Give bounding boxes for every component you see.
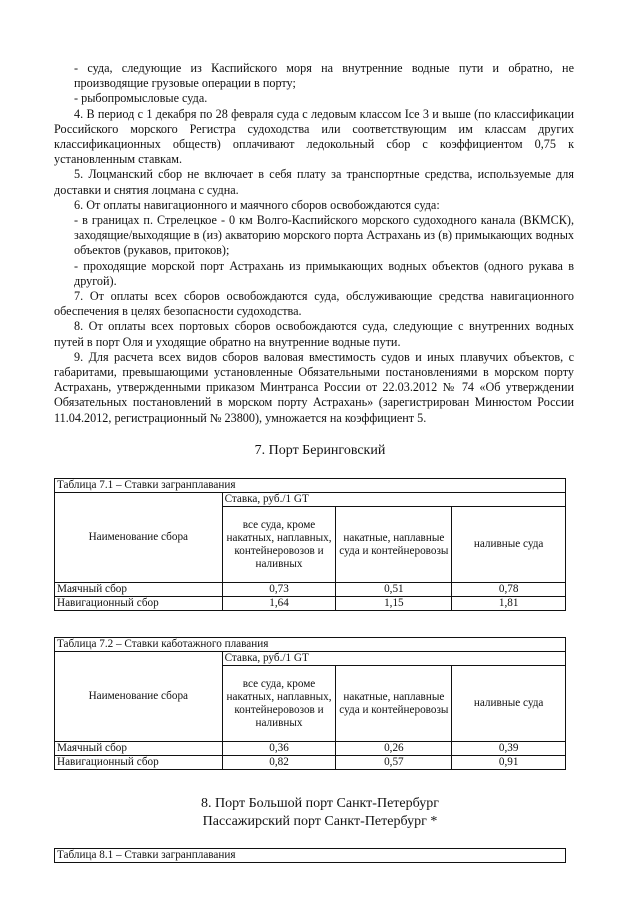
column-header: все суда, кроме накатных, наплавных, контейнеровозов и наливных <box>222 666 336 742</box>
cell-value: 0,51 <box>336 583 452 597</box>
fee-name-header: Наименование сбора <box>55 652 223 742</box>
table-row <box>55 742 566 756</box>
cell-value: 0,78 <box>452 583 566 597</box>
cell-value: 0,26 <box>336 742 452 756</box>
table-caption: Таблица 7.2 – Ставки каботажного плавания <box>55 638 566 652</box>
column-header: накатные, наплавные суда и контейнеровозы <box>336 666 452 742</box>
paragraph: 8. От оплаты всех портовых сборов освобождаются суда, следующие с внутренних водных путей в порт Оля и уходящие обратно на внутренние водные пути. <box>54 319 574 349</box>
cell-value: 0,73 <box>222 583 336 597</box>
column-header: наливные суда <box>452 507 566 583</box>
rate-unit-header: Ставка, руб./1 GT <box>222 652 565 666</box>
cell-value: 1,64 <box>222 597 336 611</box>
paragraph: - проходящие морской порт Астрахань из примыкающих водных объектов (одного рукава в другой). <box>74 258 574 288</box>
intro-text <box>54 61 574 426</box>
rate-unit-header: Ставка, руб./1 GT <box>222 493 565 507</box>
row-label: Навигационный сбор <box>55 597 223 611</box>
row-label: Маячный сбор <box>55 583 223 597</box>
table-8-1 <box>54 848 566 863</box>
paragraph: 9. Для расчета всех видов сборов валовая вместимость судов и иных плавучих объектов, с габаритами, превышающими установленные Обязательными постановлениями в морском порту Астрахань, утвержденными приказом Минтранса России от 22.03.2012 № 74 «Об утверждении Обязательных постановлений в морском порту Астрахань» (зарегистрирован Минюстом России 11.04.2012, регистрационный № 23800), умножается на коэффициент 5. <box>54 349 574 425</box>
column-header: наливные суда <box>452 666 566 742</box>
cell-value: 0,57 <box>336 756 452 770</box>
table-caption: Таблица 7.1 – Ставки загранплавания <box>55 479 566 493</box>
section-8-title-line-2: Пассажирский порт Санкт-Петербург * <box>202 814 438 829</box>
fee-name-header: Наименование сбора <box>55 493 223 583</box>
table-row <box>55 756 566 770</box>
cell-value: 1,81 <box>452 597 566 611</box>
table-caption: Таблица 8.1 – Ставки загранплавания <box>55 849 566 863</box>
paragraph: - суда, следующие из Каспийского моря на внутренние водные пути и обратно, не производящие грузовые операции в порту; <box>74 61 574 91</box>
row-label: Маячный сбор <box>55 742 223 756</box>
paragraph: - рыбопромысловые суда. <box>74 91 208 106</box>
cell-value: 0,82 <box>222 756 336 770</box>
paragraph: 5. Лоцманский сбор не включает в себя плату за транспортные средства, используемые для доставки и снятия лоцмана с судна. <box>54 167 574 197</box>
column-header: все суда, кроме накатных, наплавных, контейнеровозов и наливных <box>222 507 336 583</box>
paragraph: - в границах п. Стрелецкое - 0 км Волго-Каспийского морского судоходного канала (ВКМСК), заходящие/выходящие в (из) акваторию морского порта Астрахань из (в) примыкающих водных объектов (рукавов, притоков); <box>74 213 574 258</box>
table-row <box>55 597 566 611</box>
cell-value: 1,15 <box>336 597 452 611</box>
paragraph: 7. От оплаты всех сборов освобождаются суда, обслуживающие средства навигационного обеспечения в целях безопасности судоходства. <box>54 289 574 319</box>
section-7-title: 7. Порт Беринговский <box>254 443 386 458</box>
column-header: накатные, наплавные суда и контейнеровозы <box>336 507 452 583</box>
paragraph: 6. От оплаты навигационного и маячного сборов освобождаются суда: <box>74 197 440 212</box>
cell-value: 0,36 <box>222 742 336 756</box>
section-8-title-line-1: 8. Порт Большой порт Санкт-Петербург <box>201 796 439 811</box>
paragraph: 4. В период с 1 декабря по 28 февраля суда с ледовым классом Ice 3 и выше (по классификации Российского морского Регистра судоходства или соответствующим им классам других классификационных обществ) оплачивают ледокольный сбор с коэффициентом 0,75 к установленным ставкам. <box>54 106 574 167</box>
cell-value: 0,91 <box>452 756 566 770</box>
table-7-1 <box>54 478 566 611</box>
table-row <box>55 583 566 597</box>
cell-value: 0,39 <box>452 742 566 756</box>
row-label: Навигационный сбор <box>55 756 223 770</box>
table-7-2 <box>54 637 566 770</box>
